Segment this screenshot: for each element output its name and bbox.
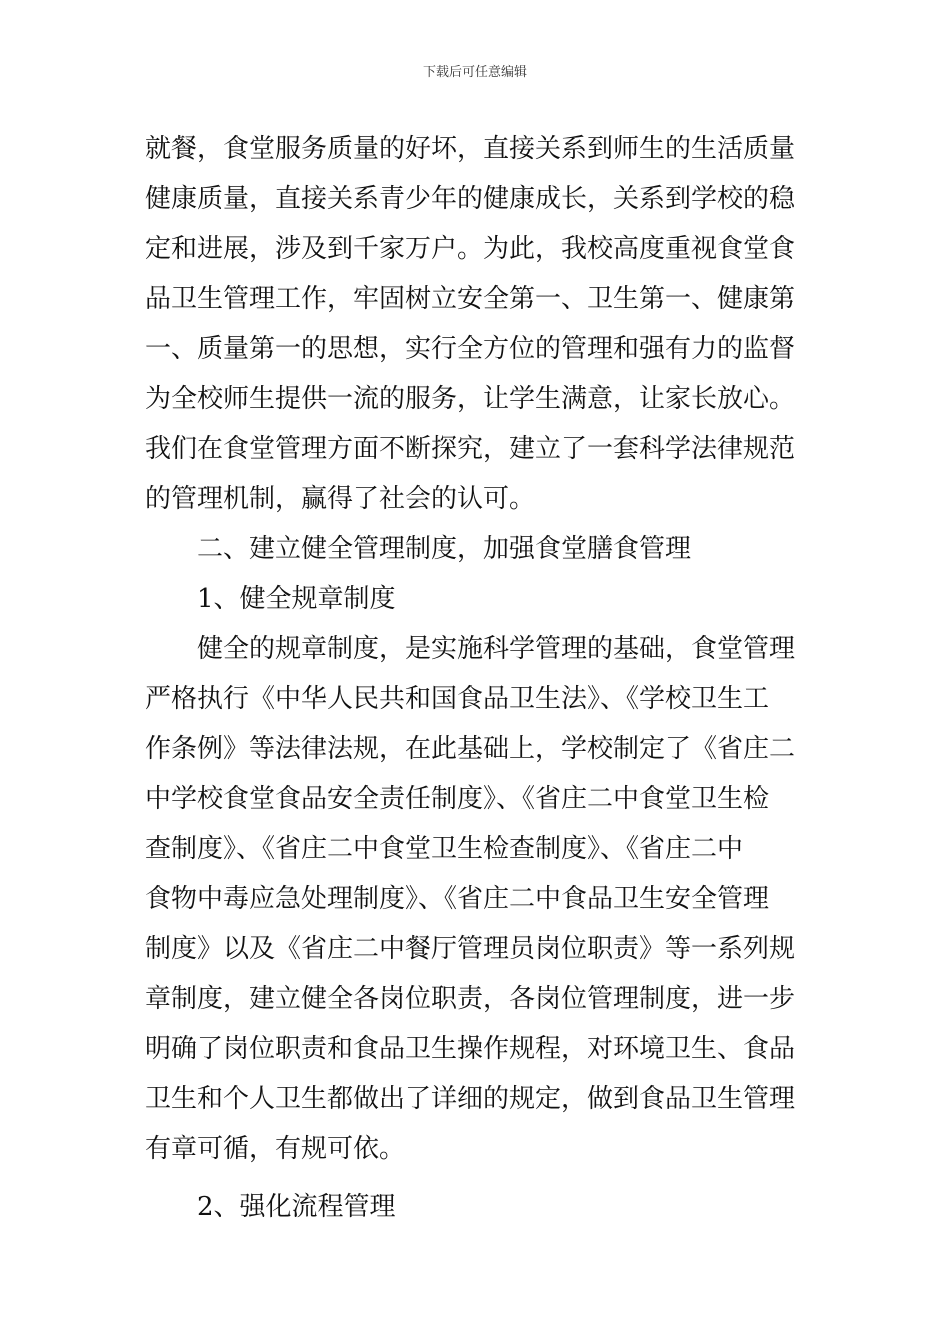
text-line: 健康质量，直接关系青少年的健康成长，关系到学校的稳	[145, 184, 796, 214]
page-header: 下载后可任意编辑	[422, 65, 527, 80]
text-line: 有章可循，有规可依。	[145, 1134, 406, 1164]
section-heading: 二、建立健全管理制度，加强食堂膳食管理	[197, 534, 692, 564]
text-line: 我们在食堂管理方面不断探究，建立了一套科学法律规范	[145, 434, 796, 464]
text-line: 品卫生管理工作，牢固树立安全第一、卫生第一、健康第	[145, 284, 796, 314]
text-line: 明确了岗位职责和食品卫生操作规程，对环境卫生、食品	[145, 1034, 796, 1064]
document-body	[145, 124, 810, 1232]
text-line: 作条例》等法律法规，在此基础上，学校制定了《省庄二	[145, 734, 796, 764]
subsection-heading: 1、健全规章制度	[197, 584, 396, 614]
text-line: 健全的规章制度，是实施科学管理的基础，食堂管理	[197, 634, 796, 664]
text-line: 一、质量第一的思想，实行全方位的管理和强有力的监督	[145, 334, 796, 364]
text-line: 严格执行《中华人民共和国食品卫生法》、《学校卫生工	[145, 684, 770, 714]
text-line: 的管理机制，赢得了社会的认可。	[145, 484, 536, 514]
subsection-heading: 2、强化流程管理	[197, 1192, 396, 1222]
text-line: 食物中毒应急处理制度》、《省庄二中食品卫生安全管理	[145, 884, 770, 914]
text-line: 中学校食堂食品安全责任制度》、《省庄二中食堂卫生检	[145, 784, 770, 814]
text-line: 为全校师生提供一流的服务，让学生满意，让家长放心。	[145, 384, 796, 414]
spacer	[145, 1174, 810, 1182]
text-line: 章制度，建立健全各岗位职责，各岗位管理制度，进一步	[145, 984, 796, 1014]
text-line: 查制度》、《省庄二中食堂卫生检查制度》、《省庄二中	[145, 834, 744, 864]
paragraph-intro	[145, 124, 810, 524]
text-line: 定和进展，涉及到千家万户。为此，我校高度重视食堂食	[145, 234, 796, 264]
text-line: 制度》以及《省庄二中餐厅管理员岗位职责》等一系列规	[145, 934, 796, 964]
text-line: 就餐，食堂服务质量的好坏，直接关系到师生的生活质量	[145, 134, 796, 164]
text-line: 卫生和个人卫生都做出了详细的规定，做到食品卫生管理	[145, 1084, 796, 1114]
paragraph-rules	[145, 624, 810, 1174]
